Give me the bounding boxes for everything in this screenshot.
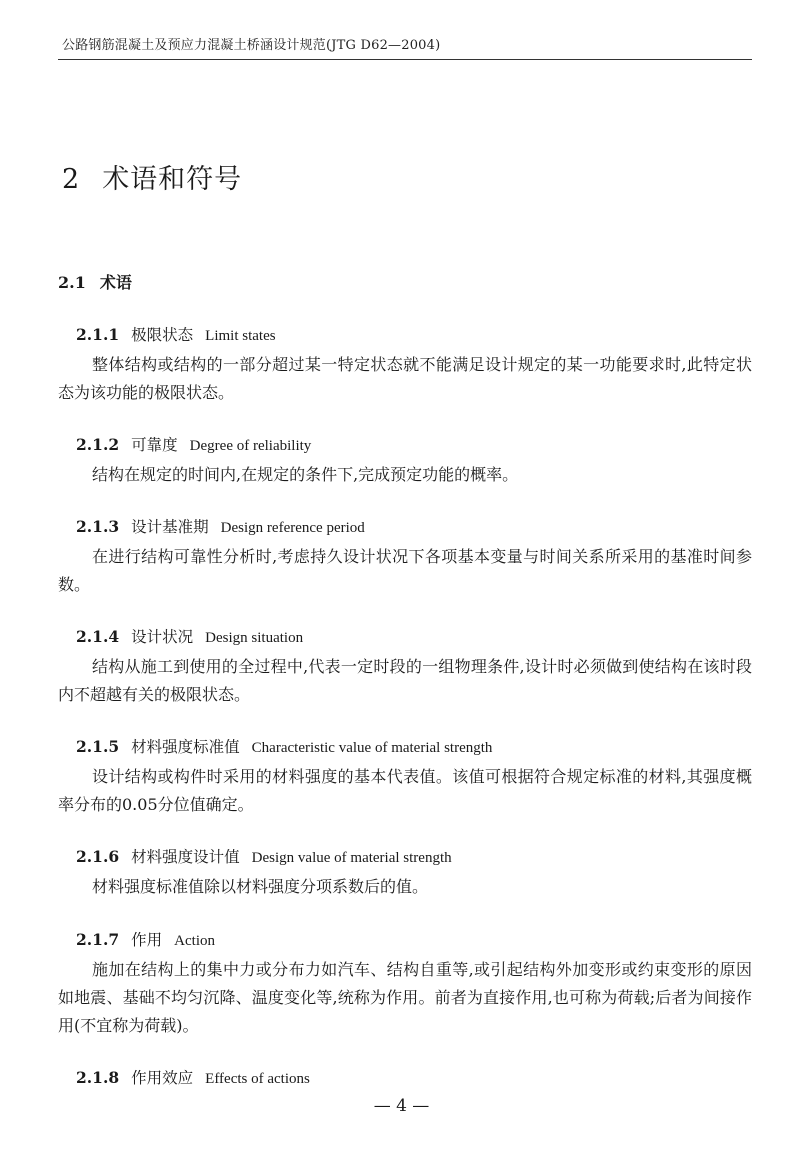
term-heading (58, 435, 752, 457)
term-heading (58, 930, 752, 952)
term-entry (58, 517, 752, 599)
term-entry (58, 627, 752, 709)
term-english: Action (174, 933, 215, 949)
term-number: 2.1.3 (76, 517, 120, 536)
term-number: 2.1.8 (76, 1068, 120, 1087)
page-number: — 4 — (373, 1096, 430, 1116)
term-name: 可靠度 (131, 436, 178, 454)
term-english: Degree of reliability (189, 438, 312, 454)
term-name: 设计状况 (131, 628, 194, 646)
term-english: Design reference period (220, 520, 365, 536)
header-rule (58, 59, 752, 60)
term-name: 极限状态 (131, 326, 194, 344)
term-english: Design situation (205, 630, 304, 646)
term-number: 2.1.1 (76, 325, 120, 344)
term-number: 2.1.6 (76, 847, 120, 866)
term-definition: 设计结构或构件时采用的材料强度的基本代表值。该值可根据符合规定标准的材料,其强度概率分布的0.05分位值确定。 (58, 767, 752, 814)
term-english: Design value of material strength (251, 850, 452, 866)
term-definition: 结构从施工到使用的全过程中,代表一定时段的一组物理条件,设计时必须做到使结构在该时段内不超越有关的极限状态。 (58, 657, 752, 704)
chapter-heading (62, 157, 242, 196)
chapter-number: 2 (62, 164, 81, 195)
term-entry (58, 930, 752, 1040)
term-english: Effects of actions (205, 1071, 310, 1087)
term-heading (58, 627, 752, 649)
term-entry (58, 435, 752, 489)
term-number: 2.1.5 (76, 737, 120, 756)
term-definition: 结构在规定的时间内,在规定的条件下,完成预定功能的概率。 (92, 465, 519, 484)
running-header: 公路钢筋混凝土及预应力混凝土桥涵设计规范(JTG D62—2004) (62, 38, 441, 53)
term-heading (58, 737, 752, 759)
term-definition: 材料强度标准值除以材料强度分项系数后的值。 (92, 877, 429, 896)
section-heading (58, 270, 132, 293)
term-name: 作用效应 (131, 1069, 194, 1087)
term-entry (58, 737, 752, 819)
term-definition: 整体结构或结构的一部分超过某一特定状态就不能满足设计规定的某一功能要求时,此特定状态为该功能的极限状态。 (58, 355, 752, 402)
term-english: Limit states (205, 328, 276, 344)
chapter-title: 术语和符号 (102, 164, 243, 195)
term-name: 材料强度设计值 (131, 848, 240, 866)
term-heading (58, 517, 752, 539)
term-number: 2.1.2 (76, 435, 120, 454)
term-definition: 在进行结构可靠性分析时,考虑持久设计状况下各项基本变量与时间关系所采用的基准时间参数。 (58, 547, 752, 594)
term-name: 设计基准期 (131, 518, 209, 536)
term-entry (58, 1068, 752, 1090)
term-name: 材料强度标准值 (131, 738, 240, 756)
term-heading (58, 1068, 752, 1090)
term-name: 作用 (131, 931, 163, 949)
term-heading (58, 847, 752, 869)
section-title: 术语 (99, 273, 132, 292)
term-english: Characteristic value of material strength (251, 740, 493, 756)
term-entry (58, 325, 752, 407)
term-number: 2.1.7 (76, 930, 120, 949)
term-heading (58, 325, 752, 347)
section-number: 2.1 (58, 273, 86, 292)
term-definition: 施加在结构上的集中力或分布力如汽车、结构自重等,或引起结构外加变形或约束变形的原因如地震、基础不均匀沉降、温度变化等,统称为作用。前者为直接作用,也可称为荷载;后者为间接作用(不宜称为荷载)。 (58, 960, 752, 1035)
term-entry (58, 847, 752, 901)
term-number: 2.1.4 (76, 627, 120, 646)
